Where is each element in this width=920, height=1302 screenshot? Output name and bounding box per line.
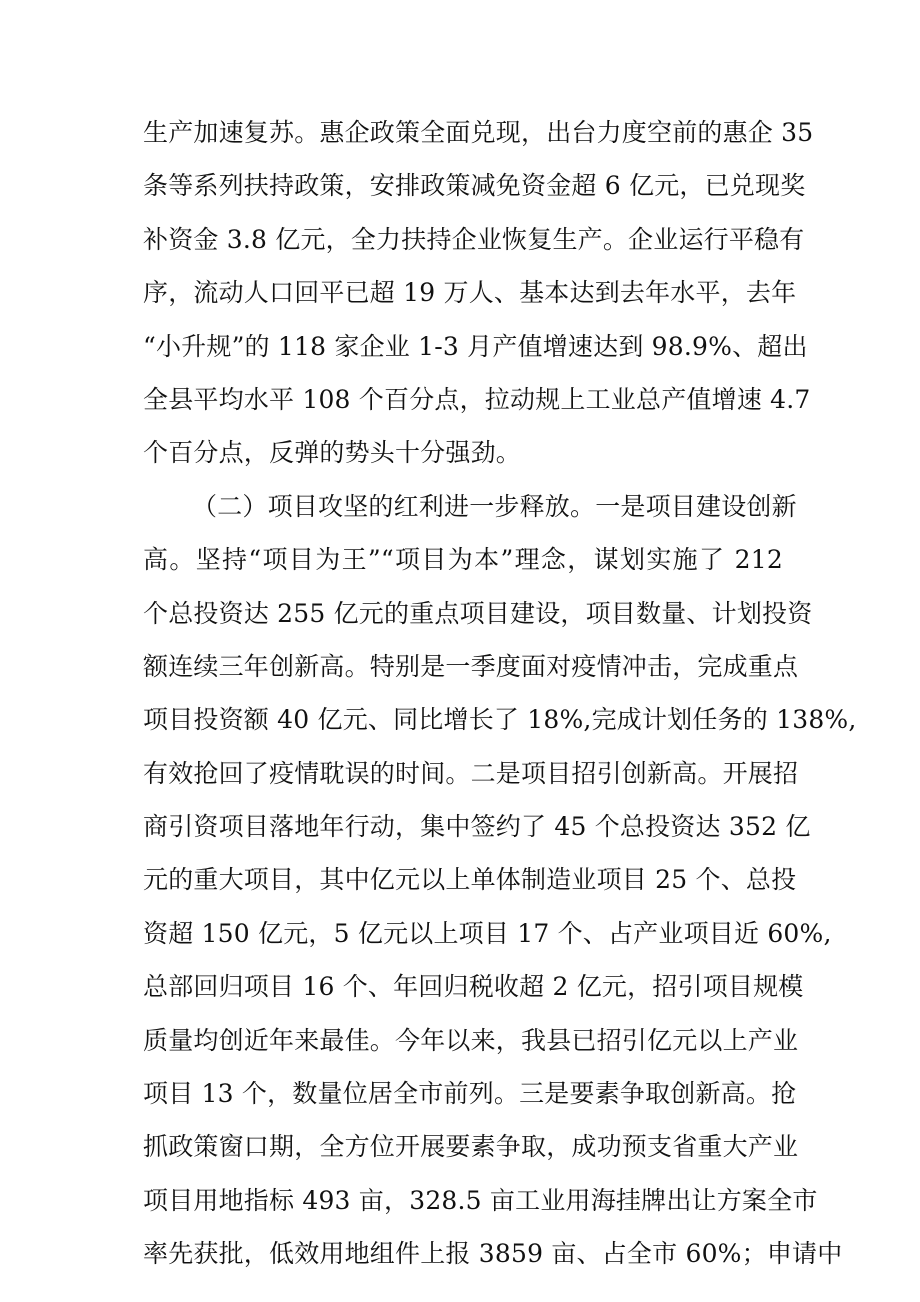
paragraph-line: 项目投资额 40 亿元、同比增长了 18%,完成计划任务的 138%, (143, 705, 857, 735)
paragraph-line: 率先获批，低效用地组件上报 3859 亩、占全市 60%；申请中 (143, 1239, 843, 1269)
paragraph-line: 个百分点，反弹的势头十分强劲。 (143, 438, 522, 468)
paragraph-line: 项目用地指标 493 亩，328.5 亩工业用海挂牌出让方案全市 (143, 1185, 818, 1215)
paragraph-line: 生产加速复苏。惠企政策全面兑现，出台力度空前的惠企 35 (143, 118, 814, 147)
paragraph-line: 元的重大项目，其中亿元以上单体制造业项目 25 个、总投 (143, 865, 797, 895)
paragraph-line: 总部回归项目 16 个、年回归税收超 2 亿元，招引项目规模 (143, 972, 804, 1002)
paragraph-line: 商引资项目落地年行动，集中签约了 45 个总投资达 352 亿 (143, 812, 811, 842)
paragraph-line: 抓政策窗口期，全方位开展要素争取，成功预支省重大产业 (143, 1132, 799, 1162)
paragraph-line: “小升规”的 118 家企业 1-3 月产值增速达到 98.9%、超出 (143, 331, 808, 361)
paragraph-line: 有效抢回了疫情耽误的时间。二是项目招引创新高。开展招 (143, 758, 799, 788)
paragraph-line: 高。坚持“项目为王”“项目为本”理念，谋划实施了 212 (143, 545, 783, 575)
paragraph-line: 质量均创近年来最佳。今年以来，我县已招引亿元以上产业 (143, 1025, 799, 1055)
document-body (143, 106, 857, 1281)
paragraph-line: 项目 13 个，数量位居全市前列。三是要素争取创新高。抢 (143, 1079, 797, 1109)
paragraph-line: 条等系列扶持政策，安排政策减免资金超 6 亿元，已兑现奖 (143, 171, 806, 201)
paragraph-line: 全县平均水平 108 个百分点，拉动规上工业总产值增速 4.7 (143, 384, 811, 414)
paragraph-line: 额连续三年创新高。特别是一季度面对疫情冲击，完成重点 (143, 651, 799, 681)
paragraph-line: 资超 150 亿元，5 亿元以上项目 17 个、占产业项目近 60%, (143, 918, 832, 948)
paragraph-line: 补资金 3.8 亿元，全力扶持企业恢复生产。企业运行平稳有 (143, 224, 805, 254)
section-heading-line: （二）项目攻坚的红利进一步释放。一是项目建设创新 (192, 491, 797, 521)
paragraph-line: 个总投资达 255 亿元的重点项目建设，项目数量、计划投资 (143, 598, 813, 628)
paragraph-line: 序，流动人口回平已超 19 万人、基本达到去年水平，去年 (143, 278, 797, 308)
